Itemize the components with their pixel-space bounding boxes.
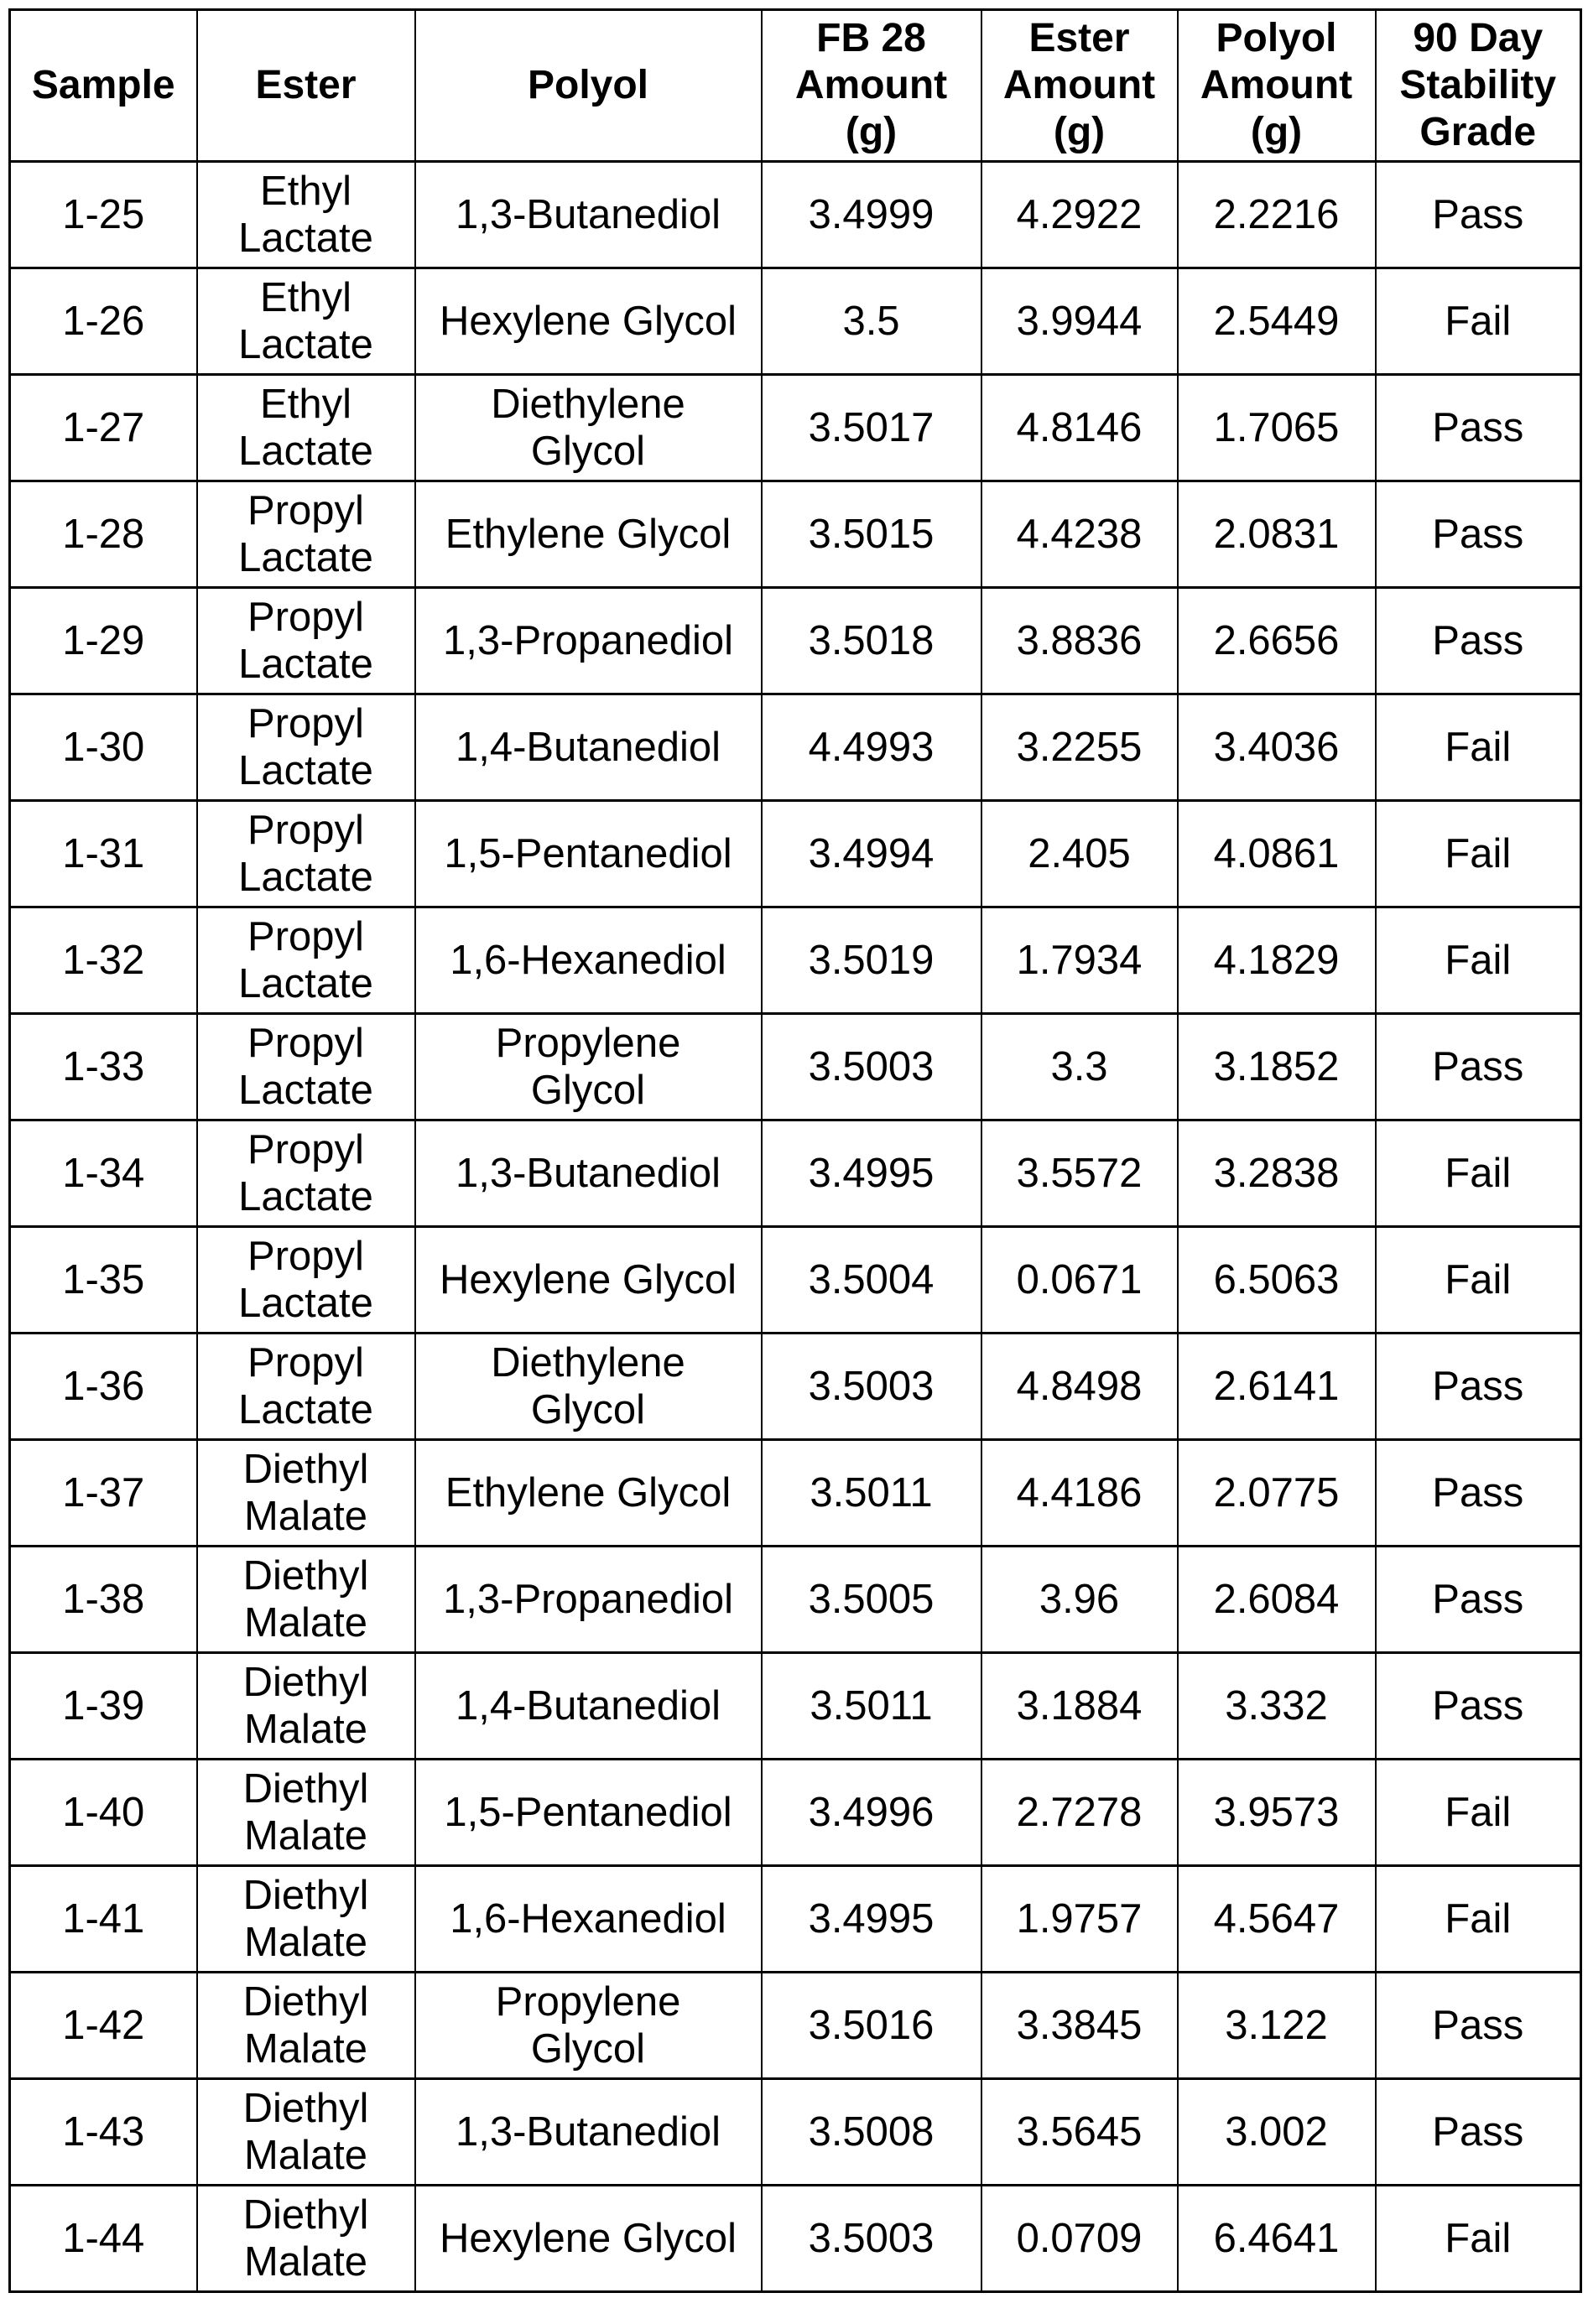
cell-stability-grade: Fail [1376, 2186, 1581, 2292]
header-line: Sample [31, 63, 175, 107]
cell-polyol-amount: 6.5063 [1178, 1227, 1376, 1334]
cell-fb28-amount: 3.5011 [762, 1653, 981, 1760]
cell-polyol-amount: 4.1829 [1178, 907, 1376, 1014]
cell-polyol-line: 1,3-Propanediol [443, 618, 733, 663]
cell-stability-grade: Fail [1376, 268, 1581, 375]
cell-ester-amount: 2.7278 [981, 1760, 1178, 1866]
cell-sample: 1-35 [10, 1227, 197, 1334]
cell-fb28-amount: 3.5003 [762, 1334, 981, 1440]
cell-polyol [415, 1653, 762, 1760]
cell-stability-grade: Pass [1376, 1440, 1581, 1547]
cell-ester-line: Malate [243, 1707, 368, 1752]
cell-sample: 1-42 [10, 1973, 197, 2079]
column-header-fb28-amount [762, 10, 981, 162]
cell-ester-line: Lactate [238, 855, 373, 900]
cell-polyol-line: Hexylene Glycol [439, 299, 737, 344]
cell-stability-grade: Pass [1376, 1547, 1581, 1653]
cell-polyol-line: 1,6-Hexanediol [450, 938, 726, 983]
cell-stability-grade: Fail [1376, 801, 1581, 907]
cell-ester-amount: 1.9757 [981, 1866, 1178, 1973]
cell-polyol-line: 1,3-Propanediol [443, 1577, 733, 1622]
table-body [10, 162, 1581, 2292]
cell-polyol-line: 1,5-Pentanediol [444, 831, 732, 876]
cell-polyol-line: Hexylene Glycol [439, 2216, 737, 2261]
header-line: (g) [1053, 110, 1106, 154]
table-row [10, 1334, 1581, 1440]
cell-ester [197, 694, 415, 801]
cell-polyol [415, 907, 762, 1014]
cell-ester-amount: 4.4238 [981, 481, 1178, 588]
cell-ester-line: Diethyl [242, 1553, 369, 1599]
cell-stability-grade: Fail [1376, 1866, 1581, 1973]
cell-ester-line: Lactate [238, 535, 373, 580]
cell-polyol-line: Glycol [530, 2026, 646, 2072]
cell-ester-line: Ethyl [260, 382, 351, 427]
cell-sample: 1-37 [10, 1440, 197, 1547]
header-line: Stability [1399, 63, 1557, 107]
cell-polyol-line: 1,3-Butanediol [455, 1151, 721, 1196]
cell-ester-amount: 3.8836 [981, 588, 1178, 694]
cell-polyol-line: 1,5-Pentanediol [444, 1790, 732, 1835]
cell-polyol-line: Glycol [530, 429, 646, 474]
cell-fb28-amount: 3.5019 [762, 907, 981, 1014]
cell-polyol-line: 1,6-Hexanediol [450, 1896, 726, 1942]
cell-polyol [415, 1014, 762, 1120]
cell-polyol-amount: 2.6656 [1178, 588, 1376, 694]
cell-fb28-amount: 3.5018 [762, 588, 981, 694]
cell-stability-grade: Pass [1376, 2079, 1581, 2186]
cell-stability-grade: Pass [1376, 588, 1581, 694]
cell-ester-line: Propyl [247, 1234, 364, 1279]
cell-fb28-amount: 3.4996 [762, 1760, 981, 1866]
header-line: Polyol [1216, 16, 1337, 60]
table-row [10, 588, 1581, 694]
cell-fb28-amount: 3.5004 [762, 1227, 981, 1334]
table-row [10, 1120, 1581, 1227]
cell-stability-grade: Pass [1376, 1014, 1581, 1120]
cell-ester-line: Lactate [238, 322, 373, 367]
cell-sample: 1-32 [10, 907, 197, 1014]
cell-sample: 1-29 [10, 588, 197, 694]
cell-ester [197, 2079, 415, 2186]
cell-polyol [415, 1973, 762, 2079]
cell-sample: 1-26 [10, 268, 197, 375]
cell-polyol [415, 1440, 762, 1547]
cell-ester-line: Propyl [247, 595, 364, 640]
cell-ester [197, 375, 415, 481]
cell-ester-line: Propyl [247, 1021, 364, 1066]
table-row [10, 2186, 1581, 2292]
cell-polyol [415, 268, 762, 375]
cell-ester-line: Lactate [238, 1068, 373, 1113]
cell-ester [197, 1760, 415, 1866]
table-row [10, 481, 1581, 588]
cell-ester-line: Propyl [247, 488, 364, 533]
table-row [10, 375, 1581, 481]
cell-polyol-amount: 3.332 [1178, 1653, 1376, 1760]
cell-polyol-line: Hexylene Glycol [439, 1257, 737, 1302]
cell-polyol-line: Propylene [495, 1979, 681, 2025]
cell-polyol-line: 1,3-Butanediol [455, 192, 721, 237]
column-header-polyol [415, 10, 762, 162]
header-line: Amount [1200, 63, 1353, 107]
cell-polyol [415, 481, 762, 588]
cell-stability-grade: Pass [1376, 481, 1581, 588]
cell-ester [197, 1227, 415, 1334]
cell-polyol [415, 2186, 762, 2292]
cell-ester-line: Propyl [247, 1127, 364, 1172]
cell-fb28-amount: 3.4995 [762, 1120, 981, 1227]
cell-ester-line: Ethyl [260, 169, 351, 214]
table-row [10, 1866, 1581, 1973]
cell-fb28-amount: 3.5003 [762, 2186, 981, 2292]
cell-ester [197, 162, 415, 268]
table-row [10, 268, 1581, 375]
cell-ester-line: Diethyl [242, 1660, 369, 1705]
cell-fb28-amount: 3.5017 [762, 375, 981, 481]
cell-ester-line: Lactate [238, 216, 373, 261]
table-row [10, 1440, 1581, 1547]
cell-sample: 1-28 [10, 481, 197, 588]
header-line: 90 Day [1413, 16, 1544, 60]
cell-ester [197, 1653, 415, 1760]
cell-fb28-amount: 3.4994 [762, 801, 981, 907]
cell-stability-grade: Pass [1376, 375, 1581, 481]
column-header-ester [197, 10, 415, 162]
cell-ester-amount: 4.8498 [981, 1334, 1178, 1440]
cell-stability-grade: Fail [1376, 1120, 1581, 1227]
cell-ester-line: Propyl [247, 914, 364, 959]
header-line: Amount [794, 63, 948, 107]
cell-polyol-amount: 2.0775 [1178, 1440, 1376, 1547]
cell-polyol-amount: 6.4641 [1178, 2186, 1376, 2292]
cell-sample: 1-40 [10, 1760, 197, 1866]
column-header-sample [10, 10, 197, 162]
table-row [10, 1760, 1581, 1866]
cell-ester-amount: 3.1884 [981, 1653, 1178, 1760]
cell-stability-grade: Fail [1376, 1227, 1581, 1334]
cell-ester-line: Propyl [247, 808, 364, 853]
cell-fb28-amount: 3.5 [762, 268, 981, 375]
cell-ester-line: Malate [243, 1920, 368, 1965]
cell-polyol-amount: 3.122 [1178, 1973, 1376, 2079]
cell-stability-grade: Fail [1376, 694, 1581, 801]
cell-polyol [415, 1334, 762, 1440]
cell-ester-line: Lactate [238, 748, 373, 793]
cell-sample: 1-41 [10, 1866, 197, 1973]
cell-polyol-amount: 3.002 [1178, 2079, 1376, 2186]
cell-ester-line: Lactate [238, 429, 373, 474]
cell-ester-line: Lactate [238, 961, 373, 1006]
cell-ester-line: Malate [243, 1494, 368, 1539]
cell-ester-line: Lactate [238, 1387, 373, 1432]
cell-sample: 1-44 [10, 2186, 197, 2292]
cell-fb28-amount: 3.5016 [762, 1973, 981, 2079]
cell-polyol-amount: 4.0861 [1178, 801, 1376, 907]
cell-polyol-line: 1,4-Butanediol [455, 725, 721, 770]
cell-ester-amount: 3.3845 [981, 1973, 1178, 2079]
cell-ester [197, 1120, 415, 1227]
cell-ester-line: Propyl [247, 701, 364, 746]
cell-polyol-amount: 2.0831 [1178, 481, 1376, 588]
table-row [10, 1547, 1581, 1653]
column-header-polyol-amount [1178, 10, 1376, 162]
cell-fb28-amount: 3.5005 [762, 1547, 981, 1653]
cell-ester-line: Diethyl [242, 2192, 369, 2238]
table-row [10, 1973, 1581, 2079]
cell-polyol-line: 1,3-Butanediol [455, 2109, 721, 2155]
cell-stability-grade: Fail [1376, 907, 1581, 1014]
header-row [10, 10, 1581, 162]
cell-sample: 1-30 [10, 694, 197, 801]
cell-ester [197, 2186, 415, 2292]
header-line: Polyol [527, 63, 649, 107]
cell-polyol [415, 375, 762, 481]
cell-ester-line: Diethyl [242, 1447, 369, 1492]
cell-sample: 1-36 [10, 1334, 197, 1440]
cell-polyol-line: Glycol [530, 1068, 646, 1113]
cell-ester-line: Lactate [238, 642, 373, 687]
cell-fb28-amount: 3.5015 [762, 481, 981, 588]
cell-ester [197, 481, 415, 588]
cell-ester-amount: 1.7934 [981, 907, 1178, 1014]
cell-ester-line: Diethyl [242, 1979, 369, 2025]
cell-polyol-line: Ethylene Glycol [445, 1470, 732, 1516]
header-line: FB 28 [816, 16, 926, 60]
cell-polyol [415, 801, 762, 907]
table-row [10, 1653, 1581, 1760]
cell-sample: 1-27 [10, 375, 197, 481]
header-line: Ester [255, 63, 357, 107]
cell-sample: 1-34 [10, 1120, 197, 1227]
cell-polyol-line: Diethylene [491, 382, 685, 427]
cell-sample: 1-43 [10, 2079, 197, 2186]
column-header-ester-amount [981, 10, 1178, 162]
cell-ester [197, 1547, 415, 1653]
cell-stability-grade: Pass [1376, 1973, 1581, 2079]
cell-polyol-amount: 2.2216 [1178, 162, 1376, 268]
table-row [10, 2079, 1581, 2186]
cell-ester-amount: 2.405 [981, 801, 1178, 907]
cell-ester-line: Malate [243, 1600, 368, 1646]
cell-stability-grade: Fail [1376, 1760, 1581, 1866]
cell-stability-grade: Pass [1376, 162, 1581, 268]
cell-fb28-amount: 3.5011 [762, 1440, 981, 1547]
cell-ester [197, 1014, 415, 1120]
cell-sample: 1-39 [10, 1653, 197, 1760]
cell-fb28-amount: 3.5003 [762, 1014, 981, 1120]
cell-ester [197, 1440, 415, 1547]
cell-ester-line: Lactate [238, 1174, 373, 1219]
cell-polyol-amount: 2.5449 [1178, 268, 1376, 375]
cell-stability-grade: Pass [1376, 1334, 1581, 1440]
cell-polyol-amount: 4.5647 [1178, 1866, 1376, 1973]
cell-ester-amount: 3.9944 [981, 268, 1178, 375]
cell-sample: 1-33 [10, 1014, 197, 1120]
header-line: Grade [1419, 110, 1537, 154]
header-line: Amount [1002, 63, 1156, 107]
cell-ester-line: Lactate [238, 1281, 373, 1326]
cell-polyol [415, 2079, 762, 2186]
cell-fb28-amount: 3.4995 [762, 1866, 981, 1973]
cell-ester [197, 801, 415, 907]
cell-polyol [415, 694, 762, 801]
cell-polyol-line: Propylene [495, 1021, 681, 1066]
header-line: (g) [1250, 110, 1303, 154]
table-row [10, 1014, 1581, 1120]
cell-polyol-amount: 3.4036 [1178, 694, 1376, 801]
header-line: (g) [845, 110, 898, 154]
cell-polyol-amount: 1.7065 [1178, 375, 1376, 481]
cell-ester-amount: 4.4186 [981, 1440, 1178, 1547]
cell-ester [197, 1334, 415, 1440]
cell-ester [197, 907, 415, 1014]
cell-ester [197, 1866, 415, 1973]
cell-ester-amount: 3.5645 [981, 2079, 1178, 2186]
cell-ester [197, 588, 415, 694]
cell-stability-grade: Pass [1376, 1653, 1581, 1760]
stability-data-table [8, 8, 1582, 2293]
cell-polyol [415, 1866, 762, 1973]
cell-sample: 1-38 [10, 1547, 197, 1653]
cell-ester-line: Malate [243, 2133, 368, 2178]
cell-polyol-line: Ethylene Glycol [445, 512, 732, 557]
cell-ester-amount: 0.0671 [981, 1227, 1178, 1334]
cell-ester-line: Diethyl [242, 2086, 369, 2131]
cell-sample: 1-25 [10, 162, 197, 268]
cell-polyol [415, 1120, 762, 1227]
cell-polyol-line: Diethylene [491, 1340, 685, 1386]
cell-fb28-amount: 4.4993 [762, 694, 981, 801]
table-row [10, 162, 1581, 268]
cell-polyol [415, 1547, 762, 1653]
cell-ester-amount: 3.96 [981, 1547, 1178, 1653]
table-row [10, 694, 1581, 801]
table-row [10, 801, 1581, 907]
cell-polyol-line: Glycol [530, 1387, 646, 1432]
cell-ester-line: Diethyl [242, 1766, 369, 1812]
cell-polyol-amount: 3.2838 [1178, 1120, 1376, 1227]
column-header-stability-grade [1376, 10, 1581, 162]
cell-polyol [415, 1227, 762, 1334]
cell-ester-line: Malate [243, 2239, 368, 2285]
cell-polyol [415, 588, 762, 694]
cell-polyol [415, 162, 762, 268]
cell-sample: 1-31 [10, 801, 197, 907]
cell-fb28-amount: 3.4999 [762, 162, 981, 268]
cell-polyol-amount: 2.6084 [1178, 1547, 1376, 1653]
cell-polyol-amount: 2.6141 [1178, 1334, 1376, 1440]
cell-ester-line: Propyl [247, 1340, 364, 1386]
cell-ester-line: Malate [243, 2026, 368, 2072]
cell-ester-line: Diethyl [242, 1873, 369, 1918]
cell-polyol [415, 1760, 762, 1866]
cell-ester-line: Ethyl [260, 275, 351, 320]
cell-ester-line: Malate [243, 1813, 368, 1859]
cell-ester-amount: 3.5572 [981, 1120, 1178, 1227]
cell-polyol-amount: 3.1852 [1178, 1014, 1376, 1120]
cell-ester [197, 268, 415, 375]
cell-ester-amount: 4.2922 [981, 162, 1178, 268]
cell-ester-amount: 4.8146 [981, 375, 1178, 481]
cell-ester-amount: 3.3 [981, 1014, 1178, 1120]
header-line: Ester [1028, 16, 1130, 60]
cell-ester [197, 1973, 415, 2079]
cell-ester-amount: 0.0709 [981, 2186, 1178, 2292]
cell-ester-amount: 3.2255 [981, 694, 1178, 801]
cell-fb28-amount: 3.5008 [762, 2079, 981, 2186]
table-row [10, 907, 1581, 1014]
cell-polyol-amount: 3.9573 [1178, 1760, 1376, 1866]
cell-polyol-line: 1,4-Butanediol [455, 1683, 721, 1729]
table-row [10, 1227, 1581, 1334]
